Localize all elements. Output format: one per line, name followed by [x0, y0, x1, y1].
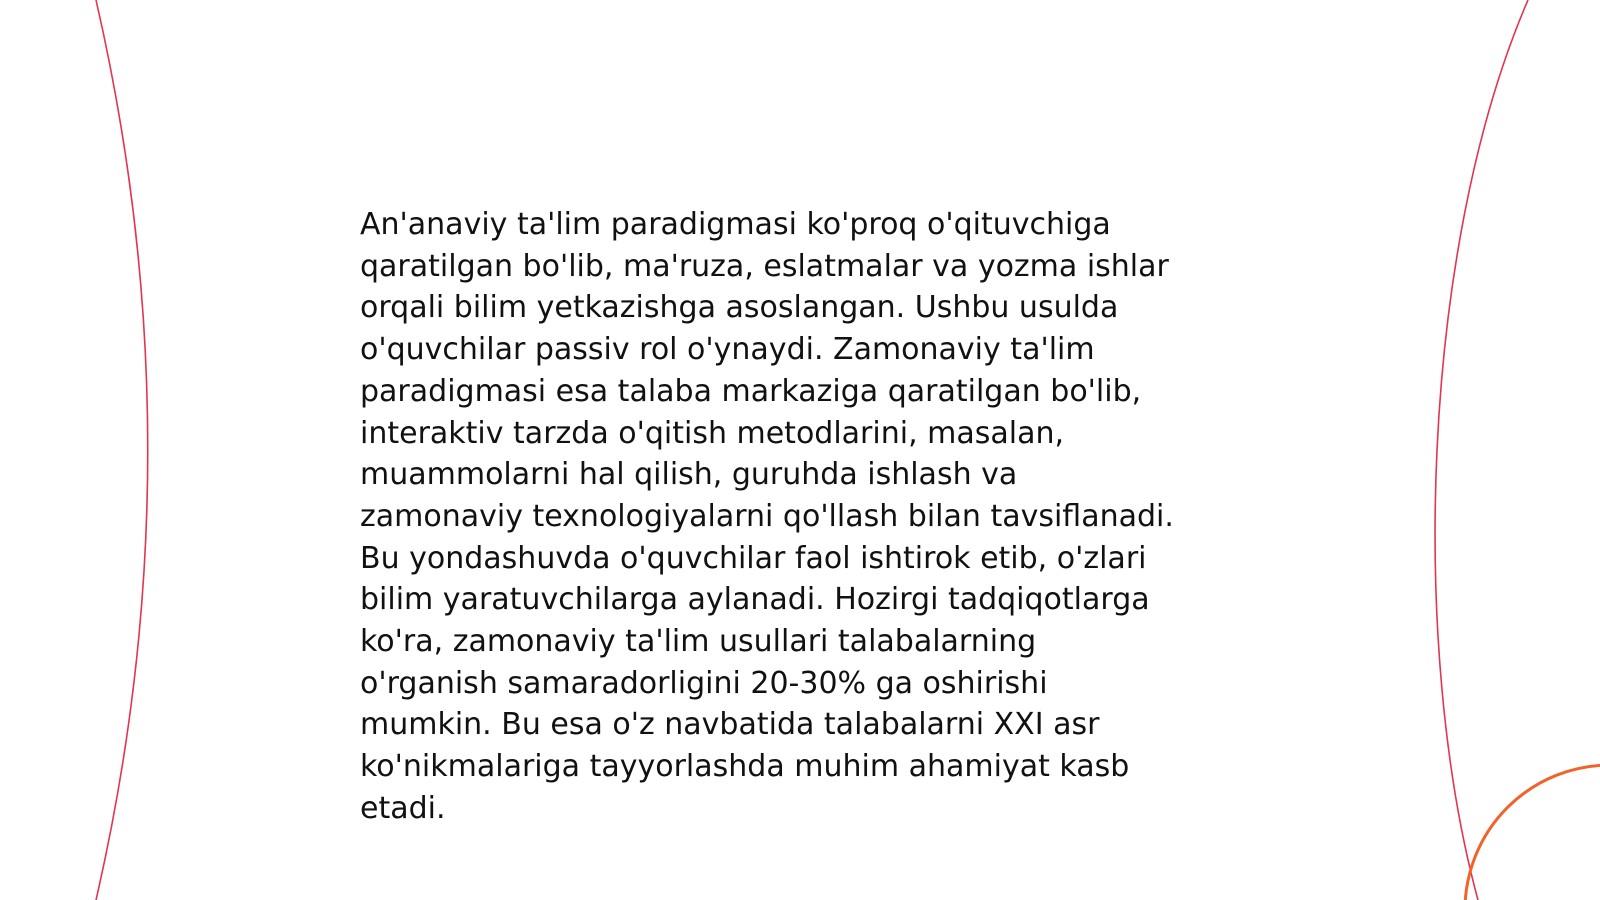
slide-body-text: An'anaviy ta'lim paradigmasi ko'proq o'qituvchiga qaratilgan bo'lib, ma'ruza, eslatmalar va yozma ishlar orqali bilim yetkazishga asoslangan. Ushbu usulda o'quvchilar passiv rol o'ynaydi. Zamonaviy ta'lim paradigmasi esa talaba markaziga qaratilgan bo'lib, interaktiv tarzda o'qitish metodlarini, masalan, muammolarni hal qilish, guruhda ishlash va zamonaviy texnologiyalarni qo'llash bilan tavsiflanadi. Bu yondashuvda o'quvchilar faol ishtirok etib, o'zlari bilim yaratuvchilarga aylanadi. Hozirgi tadqiqotlarga ko'ra, zamonaviy ta'lim usullari talabalarning o'rganish samaradorligini 20-30% ga oshirishi mumkin. Bu esa o'z navbatida talabalarni XXI asr ko'nikmalariga tayyorlashda muhim ahamiyat kasb etadi.	[360, 207, 1174, 826]
left-curve-line	[96, 0, 148, 900]
right-curve-line	[1435, 0, 1528, 900]
accent-circle-arc	[1465, 765, 1600, 900]
